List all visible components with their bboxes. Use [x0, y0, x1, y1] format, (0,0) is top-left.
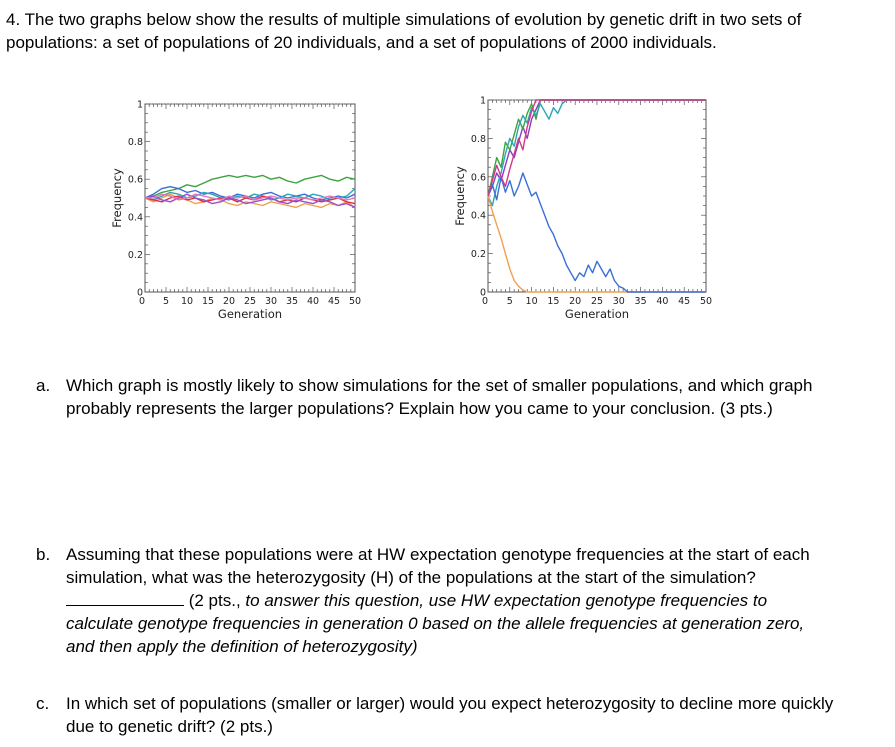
- part-b-points: (2 pts.,: [184, 591, 246, 610]
- part-c: [36, 692, 836, 738]
- y-tick-label: 0.6: [127, 174, 143, 186]
- x-tick-label: 45: [678, 296, 691, 307]
- y-axis-label: Frequency: [110, 168, 124, 228]
- part-b-instruction: to answer this question, use HW expectation genotype frequencies to calculate genotype frequencies in generation 0 based on the allele frequencies at generation zero, and then apply the definition of heterozygosity): [66, 591, 805, 656]
- x-axis-label: Generation: [217, 307, 283, 321]
- y-tick-label: 0: [136, 287, 143, 299]
- part-b-text: Assuming that these populations were at HW expectation genotype frequencies at the start of each simulation, what was the heterozygosity (H) of the populations at the start of the simulation?: [66, 545, 810, 587]
- question-text: The two graphs below show the results of multiple simulations of evolution by genetic drift in two sets of populations: a set of populations of 20 individuals, and a set of populations of 2000 individuals.: [6, 10, 802, 52]
- x-tick-label: 50: [699, 296, 713, 307]
- x-tick-label: 10: [180, 296, 194, 307]
- x-tick-label: 25: [590, 296, 604, 307]
- y-tick-label: 0.8: [470, 133, 486, 145]
- series-line-blue: [488, 173, 706, 292]
- part-c-text: In which set of populations (smaller or larger) would you expect heterozygosity to decline more quickly due to genetic drift? (2 pts.): [66, 694, 834, 736]
- x-tick-label: 45: [327, 296, 341, 307]
- chart-right: [445, 88, 735, 332]
- chart-left: [100, 92, 380, 332]
- part-a: [36, 374, 836, 420]
- y-tick-label: 1: [136, 99, 143, 111]
- x-tick-label: 30: [612, 296, 625, 307]
- x-tick-label: 5: [506, 296, 513, 307]
- x-tick-label: 40: [656, 296, 669, 307]
- x-tick-label: 10: [525, 296, 538, 307]
- x-tick-label: 40: [306, 296, 320, 307]
- y-tick-label: 0.8: [127, 137, 143, 149]
- series-line-green: [145, 175, 355, 198]
- x-tick-label: 30: [264, 296, 278, 307]
- y-tick-label: 1: [479, 95, 486, 107]
- part-b-body: [66, 543, 836, 658]
- x-tick-label: 50: [348, 296, 362, 307]
- x-tick-label: 0: [138, 296, 146, 307]
- x-tick-label: 25: [243, 296, 257, 307]
- x-tick-label: 0: [481, 296, 489, 307]
- x-tick-label: 35: [285, 296, 299, 307]
- part-b: [36, 543, 836, 658]
- x-axis-label: Generation: [564, 307, 630, 321]
- question-number: 4.: [6, 10, 21, 29]
- answer-blank[interactable]: [66, 590, 184, 606]
- y-tick-label: 0.2: [470, 249, 486, 261]
- series-line-orange: [488, 196, 706, 292]
- x-tick-label: 15: [201, 296, 215, 307]
- x-tick-label: 20: [222, 296, 236, 307]
- y-tick-label: 0: [479, 287, 486, 299]
- y-axis-label: Frequency: [453, 166, 467, 226]
- y-tick-label: 0.6: [470, 172, 486, 184]
- part-a-letter: a.: [36, 376, 51, 395]
- x-tick-label: 35: [634, 296, 647, 307]
- y-tick-label: 0.2: [127, 249, 143, 261]
- part-a-text: Which graph is mostly likely to show simulations for the set of smaller populations, and which graph probably represents the larger populations? Explain how you came to your conclusion. (3 pts.): [66, 376, 813, 418]
- part-c-letter: c.: [36, 694, 50, 713]
- x-tick-label: 20: [569, 296, 582, 307]
- part-b-letter: b.: [36, 545, 51, 564]
- x-tick-label: 5: [162, 296, 170, 307]
- series-line-teal: [488, 100, 706, 206]
- y-tick-label: 0.4: [127, 212, 143, 224]
- x-tick-label: 15: [547, 296, 560, 307]
- question-header: [6, 8, 866, 54]
- y-tick-label: 0.4: [470, 210, 486, 222]
